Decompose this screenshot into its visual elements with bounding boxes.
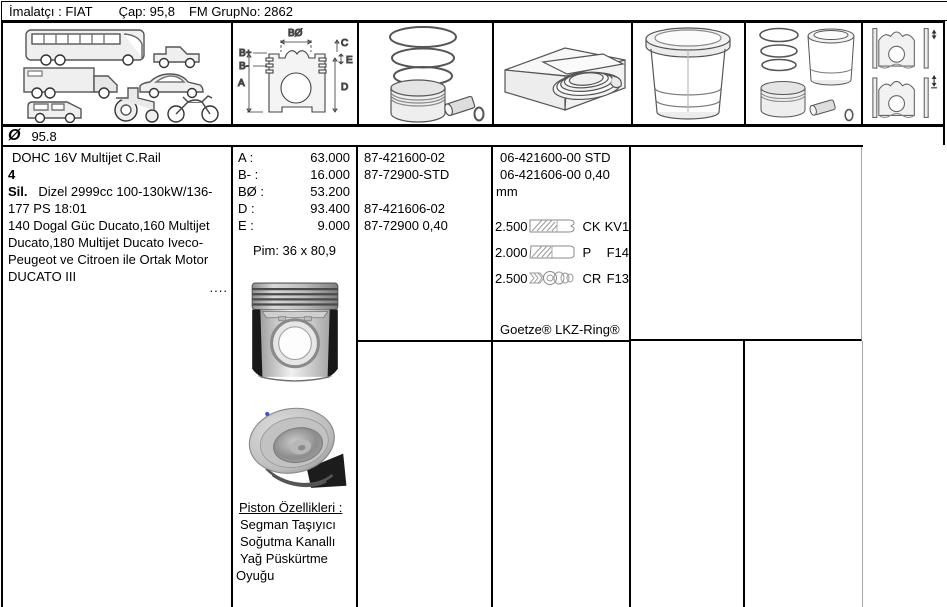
dim-value: 53.200 (310, 184, 350, 199)
piston-part-numbers-cell (358, 147, 493, 342)
ring-number-std: 87-72900-STD (364, 167, 450, 182)
ring-spec-row (495, 265, 629, 291)
ring-set-std: 06-421600-00 STD (500, 150, 611, 165)
diagram-label-e: E (346, 55, 353, 66)
piston-side-photo (245, 280, 345, 384)
piston-dimension-diagram (233, 23, 359, 124)
dim-label: E : (238, 218, 254, 233)
ring-set-cell (493, 147, 631, 342)
piston-feature-line: Oyuğu (236, 568, 275, 583)
dim-value: 93.400 (310, 201, 350, 216)
product-image-row (1, 21, 945, 126)
empty-cell (358, 342, 493, 607)
piston-feature-line: Segman Taşıyıcı (240, 517, 336, 532)
ring-type: CK (582, 218, 601, 234)
engine-spec-text: Dizel 2999cc 100-130kW/136-177 PS 18:01 (8, 184, 213, 216)
oil-control-ring-icon (528, 269, 576, 287)
dim-label: A : (238, 150, 254, 165)
cylinder-count: 4 (8, 167, 16, 182)
dimension-row (233, 217, 356, 234)
dim-value: 63.000 (310, 150, 350, 165)
dim-label: B- : (238, 167, 259, 182)
ring-brand: Goetze® LKZ-Ring® (500, 322, 620, 337)
pin-size: Pim: 36 x 80,9 (252, 243, 337, 258)
empty-cell (631, 341, 745, 607)
ring-spec-row (495, 239, 629, 265)
piston-in-liner-cross-sections-image (863, 23, 943, 124)
ring-set-oversize: 06-421606-00 0,40 (500, 167, 610, 182)
bore-row (1, 126, 945, 145)
ring-height: 2.500 (495, 270, 528, 286)
bore-label: Çap: 95,8 (118, 3, 175, 19)
ring-code: F14 (606, 244, 629, 260)
ring-height: 2.000 (495, 244, 528, 260)
compression-ring-icon (528, 243, 576, 261)
diameter-symbol: Ø (8, 127, 21, 144)
dim-label: D : (238, 201, 255, 216)
cylinder-liner-image (633, 23, 746, 124)
diagram-label-b-minus: B- (239, 61, 249, 72)
diagram-label-d: D (341, 82, 349, 93)
piston-features-title: Piston Özellikleri : (239, 500, 343, 515)
piston-features (236, 499, 342, 584)
piston-dimensions-cell (233, 147, 358, 607)
engine-name: DOHC 16V Multijet C.Rail (12, 150, 161, 165)
ring-height: 2.500 (495, 218, 528, 234)
diagram-label-c: C (341, 38, 349, 49)
piston-feature-line: Yağ Püskürtme (240, 551, 328, 566)
piston-number-std: 87-421600-02 (364, 150, 445, 165)
dim-value: 16.000 (310, 167, 350, 182)
ring-spec-rows (495, 213, 629, 291)
engine-description-cell (1, 147, 233, 607)
engine-applications: 140 Dogal Güc Ducato,160 Multijet Ducato,180 Multijet Ducato Iveco-Peugeot ve Citroen ile Ortak Motor DUCATO III (8, 218, 210, 284)
ring-spec-row (495, 213, 629, 239)
piston-number-oversize: 87-421606-02 (364, 201, 445, 216)
ring-number-oversize: 87-72900 0,40 (364, 218, 448, 233)
more-indicator[interactable]: .... (209, 280, 228, 295)
title-bar (1, 1, 947, 21)
empty-cell (493, 342, 631, 607)
dim-label: BØ : (238, 184, 265, 199)
vehicle-applications-icon (3, 23, 233, 124)
empty-cell (631, 147, 862, 341)
diagram-label-b-plus: B+ (239, 48, 252, 59)
ring-set-unit: mm (496, 184, 518, 199)
ring-code: KV1 (604, 218, 630, 234)
cylinder-label: Sil. (8, 184, 28, 199)
piston-top-photo (240, 398, 348, 490)
diagram-label-a: A (238, 78, 245, 89)
ring-code: F13 (606, 270, 629, 286)
manufacturer-label: İmalatçı : FIAT (9, 3, 93, 19)
bore-value: 95.8 (31, 128, 57, 144)
empty-cell (745, 341, 863, 607)
dimension-row (233, 166, 356, 183)
piston-with-rings-and-pin-image (359, 23, 494, 124)
group-number-label: FM GrupNo: 2862 (188, 3, 293, 19)
dimension-row (233, 183, 356, 200)
diagram-label-bo: BØ (288, 28, 303, 39)
dim-value: 9.000 (317, 218, 350, 233)
ring-type: P (582, 244, 592, 260)
dimension-row (233, 200, 356, 217)
piston-feature-line: Soğutma Kanallı (240, 534, 336, 549)
ring-set-box-image (494, 23, 633, 124)
ring-type: CR (582, 270, 602, 286)
compression-ring-icon (528, 217, 576, 235)
piston-liner-kit-image (746, 23, 863, 124)
engine-spec (8, 183, 226, 217)
dimension-row (233, 149, 356, 166)
